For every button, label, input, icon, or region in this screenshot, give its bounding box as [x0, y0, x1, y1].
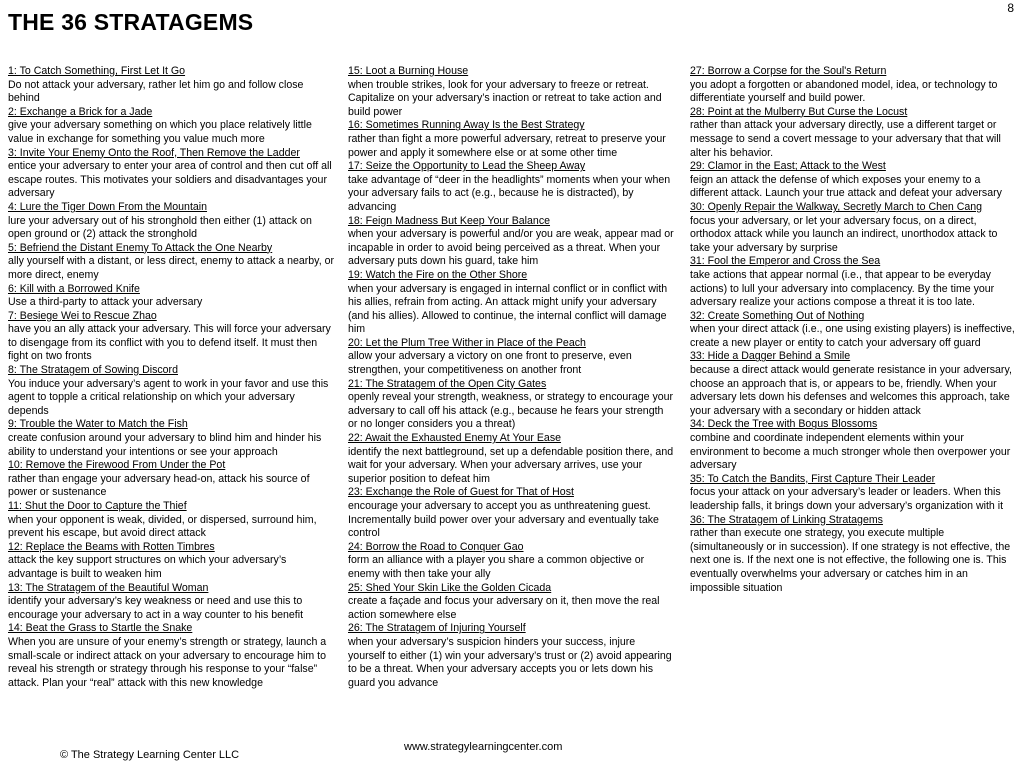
stratagem-description: because a direct attack would generate resistance in your adversary, choose an approach that is, or appears to be, friendly. When your adversary lets down his defenses and welcomes this approach, take your adversary with a secondary or hidden attack	[690, 364, 1012, 417]
stratagem-title: 31: Fool the Emperor and Cross the Sea	[690, 255, 881, 268]
stratagem-description: when your direct attack (i.e., one using existing players) is ineffective, create a new player or entity to catch your adversary off guard	[690, 323, 1015, 349]
stratagem-description: create a façade and focus your adversary on it, then move the real action somewhere else	[348, 595, 660, 621]
stratagem-title: 16: Sometimes Running Away Is the Best Strategy	[348, 119, 585, 132]
stratagem-title: 25: Shed Your Skin Like the Golden Cicada	[348, 581, 552, 594]
stratagem-entry	[8, 310, 334, 364]
stratagem-entry	[348, 215, 674, 269]
stratagem-description: form an alliance with a player you share a common objective or enemy with then take your ally	[348, 554, 645, 580]
stratagem-description: focus your attack on your adversary’s leader or leaders. When this leadership falls, it brings down your adversary’s organization with it	[690, 486, 1004, 512]
stratagem-description: rather than execute one strategy, you execute multiple (simultaneously or in succession). If one strategy is not effective, the next one is. If the next one is not effective, the following one is. This eventually overwhelms your adversary or catches him in an impossible situation	[690, 527, 1011, 594]
stratagem-title: 2: Exchange a Brick for a Jade	[8, 105, 153, 118]
stratagem-title: 18: Feign Madness But Keep Your Balance	[348, 214, 551, 227]
stratagem-description: Use a third-party to attack your adversary	[8, 296, 203, 309]
stratagem-description: Do not attack your adversary, rather let him go and follow close behind	[8, 78, 304, 105]
stratagem-entry	[690, 418, 1018, 472]
stratagem-entry	[690, 310, 1018, 351]
stratagem-entry	[348, 622, 674, 690]
stratagem-entry	[348, 432, 674, 486]
stratagem-description: rather than fight a more powerful adversary, retreat to preserve your power and apply it somewhere else or at some other time	[348, 132, 666, 159]
footer-url: www.strategylearningcenter.com	[404, 741, 563, 753]
stratagem-column-2	[348, 65, 674, 690]
stratagem-entry	[8, 364, 334, 418]
stratagem-title: 35: To Catch the Bandits, First Capture Their Leader	[690, 472, 936, 485]
stratagem-entry	[8, 283, 334, 310]
stratagem-description: give your adversary something on which you place relatively little value in exchange for something you value much more	[8, 119, 312, 145]
stratagem-description: You induce your adversary’s agent to work in your favor and use this agent to topple a critical relationship on which your adversary depends	[8, 377, 329, 417]
stratagem-entry	[348, 378, 674, 432]
stratagem-description: ally yourself with a distant, or less direct, enemy to attack a nearby, or more direct, enemy	[8, 255, 335, 281]
stratagem-entry	[348, 486, 674, 540]
stratagem-description: focus your adversary, or let your adversary focus, on a direct, orthodox attack while you launch an indirect, unorthodox attack to take your adversary by surprise	[690, 214, 998, 254]
stratagem-title: 36: The Stratagem of Linking Stratagems	[690, 513, 883, 526]
stratagem-description: when your adversary is powerful and/or you are weak, appear mad or incapable in order to avoid being perceived as a threat. When your adversary puts down his guard, take him	[348, 228, 674, 268]
stratagem-column-1	[8, 65, 334, 690]
stratagem-entry	[8, 541, 334, 582]
stratagem-entry	[8, 500, 334, 541]
stratagem-title: 26: The Stratagem of Injuring Yourself	[348, 622, 526, 635]
stratagem-title: 23: Exchange the Role of Guest for That of Host	[348, 486, 574, 499]
stratagem-entry	[348, 119, 674, 160]
stratagem-description: take advantage of “deer in the headlights” moments when your when your adversary fails to act (e.g., because he is distracted), by advancing	[348, 173, 671, 213]
stratagem-title: 21: The Stratagem of the Open City Gates	[348, 377, 547, 390]
stratagem-entry	[8, 201, 334, 242]
stratagem-title: 30: Openly Repair the Walkway, Secretly March to Chen Cang	[690, 200, 983, 213]
stratagem-title: 4: Lure the Tiger Down From the Mountain	[8, 200, 208, 213]
stratagem-entry	[690, 201, 1018, 255]
stratagem-description: when your adversary is engaged in internal conflict or in conflict with his allies, refrain from acting. An attack might unify your adversary (and his allies). Allowed to continue, the internal conflict will damage him	[348, 282, 668, 336]
stratagem-description: have you an ally attack your adversary. This will force your adversary to disengage from its conflict with you to defend itself. It must then fight on two fronts	[8, 323, 331, 363]
stratagem-title: 8: The Stratagem of Sowing Discord	[8, 364, 178, 377]
page-number: 8	[1007, 1, 1014, 15]
stratagem-entry	[348, 337, 674, 378]
stratagem-description: take actions that appear normal (i.e., that appear to be everyday actions) to lull your adversary into complacency. By the time your adversary realize your actions compose a threat it is too late.	[690, 268, 995, 309]
stratagem-description: lure your adversary out of his stronghold then either (1) attack on open ground or (2) attack the stronghold	[8, 214, 312, 241]
stratagem-title: 22: Await the Exhausted Enemy At Your Ease	[348, 432, 562, 445]
stratagem-description: openly reveal your strength, weakness, or strategy to encourage your adversary to call off his attack (e.g., because he fears your strength or no longer considers you a threat)	[348, 391, 674, 431]
footer-copyright: © The Strategy Learning Center LLC	[60, 749, 240, 761]
stratagem-title: 11: Shut the Door to Capture the Thief	[8, 500, 187, 512]
stratagem-entry	[8, 65, 334, 106]
stratagem-title: 5: Befriend the Distant Enemy To Attack the One Nearby	[8, 241, 273, 254]
stratagem-title: 32: Create Something Out of Nothing	[690, 309, 865, 322]
stratagem-entry	[690, 514, 1018, 596]
stratagem-entry	[8, 242, 334, 283]
stratagem-title: 6: Kill with a Borrowed Knife	[8, 282, 140, 295]
stratagem-entry	[690, 350, 1018, 418]
stratagem-entry	[348, 541, 674, 582]
page-title: THE 36 STRATAGEMS	[8, 9, 254, 35]
stratagem-column-3	[690, 65, 1018, 595]
stratagem-entry	[690, 473, 1018, 514]
stratagem-entry	[690, 106, 1018, 160]
stratagem-description: you adopt a forgotten or abandoned model, idea, or technology to differentiate yourself and build power.	[690, 78, 998, 105]
stratagem-entry	[8, 106, 334, 147]
stratagem-description: When you are unsure of your enemy’s strength or strategy, launch a small-scale or indirect attack on your adversary to encourage him to reveal his strength or strategy through his response to your “false” attack. Plan your “real” attack with this new knowledge	[8, 635, 327, 689]
stratagem-title: 20: Let the Plum Tree Wither in Place of the Peach	[348, 336, 586, 349]
stratagem-description: attack the key support structures on which your adversary’s advantage is built to weaken him	[8, 554, 287, 580]
stratagem-description: rather than attack your adversary directly, use a different target or message to send a covert message to your adversary that that will alter his behavior.	[690, 119, 1001, 159]
stratagem-description: combine and coordinate independent elements within your environment to become a much stronger whole then overpower your adversary	[690, 432, 1011, 472]
stratagem-title: 3: Invite Your Enemy Onto the Roof, Then Remove the Ladder	[8, 146, 300, 159]
stratagem-title: 9: Trouble the Water to Match the Fish	[8, 418, 188, 431]
stratagem-description: feign an attack the defense of which exposes your enemy to a different attack. Launch your true attack and defeat your adversary	[690, 173, 1002, 200]
stratagem-description: when your opponent is weak, divided, or dispersed, surround him, prevent his escape, but avoid direct attack	[8, 513, 317, 540]
stratagem-title: 14: Beat the Grass to Startle the Snake	[8, 622, 193, 635]
stratagem-title: 34: Deck the Tree with Bogus Blossoms	[690, 418, 878, 431]
stratagem-title: 28: Point at the Mulberry But Curse the Locust	[690, 105, 908, 118]
stratagem-entry	[348, 269, 674, 337]
stratagem-description: when your adversary’s suspicion hinders your success, injure yourself to either (1) win your adversary’s trust or (2) avoid appearing to be a threat. When your adversary accepts you or lets down his guard you advance	[348, 635, 672, 689]
stratagem-entry	[8, 147, 334, 201]
stratagem-title: 24: Borrow the Road to Conquer Gao	[348, 540, 524, 553]
stratagem-entry	[690, 65, 1018, 106]
stratagem-title: 17: Seize the Opportunity to Lead the Sheep Away	[348, 160, 586, 173]
stratagem-description: encourage your adversary to accept you as unthreatening guest. Incrementally build power over your adversary and eventually take control	[348, 500, 659, 540]
stratagem-description: identify the next battleground, set up a defendable position there, and wait for your adversary. When your adversary arrives, use your superior position to defeat him	[348, 445, 674, 485]
stratagem-description: entice your adversary to enter your area of control and then cut off all escape routes. This motivates your soldiers and disadvantages your adversary	[8, 160, 332, 200]
stratagem-entry	[348, 582, 674, 623]
stratagem-entry	[348, 160, 674, 214]
stratagem-title: 13: The Stratagem of the Beautiful Woman	[8, 581, 209, 594]
stratagem-description: when trouble strikes, look for your adversary to freeze or retreat. Capitalize on your adversary’s inaction or retreat to take action and build power	[348, 78, 662, 118]
stratagem-entry	[8, 622, 334, 690]
stratagem-title: 15: Loot a Burning House	[348, 65, 469, 77]
stratagem-entry	[8, 582, 334, 623]
stratagem-title: 19: Watch the Fire on the Other Shore	[348, 268, 528, 281]
stratagem-title: 29: Clamor in the East; Attack to the West	[690, 160, 886, 173]
stratagem-entry	[8, 459, 334, 500]
stratagem-entry	[348, 65, 674, 119]
stratagem-title: 10: Remove the Firewood From Under the Pot	[8, 459, 226, 472]
stratagem-title: 7: Besiege Wei to Rescue Zhao	[8, 309, 157, 322]
stratagem-description: create confusion around your adversary to blind him and hinder his ability to understand your intentions or see your approach	[8, 432, 322, 458]
stratagem-title: 33: Hide a Dagger Behind a Smile	[690, 350, 851, 363]
stratagem-title: 1: To Catch Something, First Let It Go	[8, 65, 186, 77]
stratagem-description: allow your adversary a victory on one front to preserve, even strengthen, your competitiveness on another front	[348, 350, 632, 377]
stratagem-entry	[690, 160, 1018, 201]
stratagem-title: 12: Replace the Beams with Rotten Timbres	[8, 540, 215, 553]
stratagem-title: 27: Borrow a Corpse for the Soul's Return	[690, 65, 887, 77]
stratagem-entry	[690, 255, 1018, 309]
stratagem-entry	[8, 418, 334, 459]
stratagem-description: identify your adversary’s key weakness or need and use this to encourage your adversary to act in a way counter to his benefit	[8, 595, 304, 621]
stratagem-description: rather than engage your adversary head-on, attack his source of power or sustenance	[8, 472, 310, 499]
